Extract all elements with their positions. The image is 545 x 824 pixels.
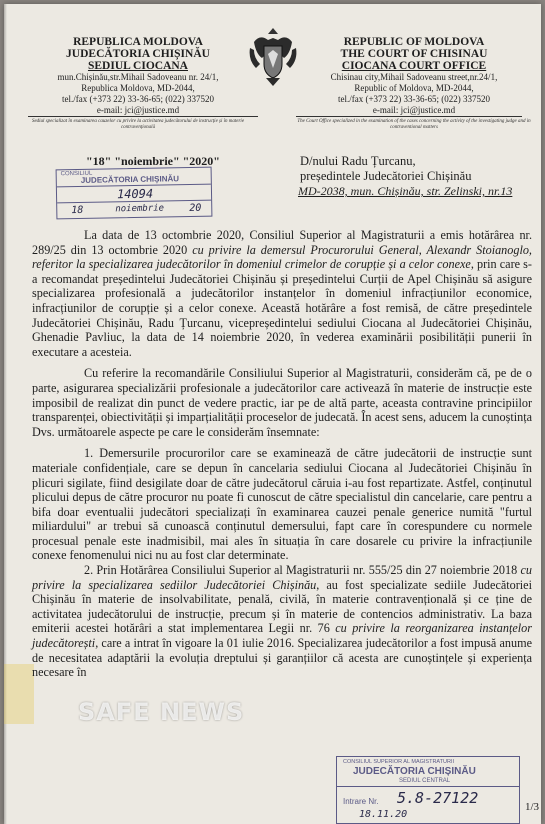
- stamp-year: 20: [189, 202, 202, 215]
- header-left-office: SEDIUL CIOCANA: [87, 60, 188, 72]
- header-right: [296, 36, 532, 131]
- header-left-email: e-mail: jci@justice.md: [96, 105, 180, 115]
- paragraph-2: Cu referire la recomandările Consiliului Superior al Magistraturii, considerăm că, pe de o parte, asigurarea specializării profesionale a judecătorilor care activează în materie de instrucție este imposibil de realizat din punct de vedere practic, iar pe de altă parte, aceasta contravine principiilor transparenței, obiectivității și imparțialității proceselor de judecată. În acest sens, aducem la cunoștința Dvs. următoarele aspecte pe care le considerăm însemnate:: [32, 366, 532, 439]
- header-right-office: CIOCANA COURT OFFICE: [341, 60, 487, 72]
- incoming-stamp-divider: [337, 786, 519, 787]
- addressee-name: D/nului Radu Țurcanu,: [300, 154, 416, 168]
- header-left: [18, 36, 258, 131]
- incoming-stamp-office: SEDIUL CENTRAL: [399, 778, 451, 784]
- header-right-court: THE COURT OF CHISINAU: [340, 48, 488, 60]
- incoming-stamp-label: Intrare Nr.: [343, 797, 379, 806]
- moldova-coat-of-arms-icon: [246, 24, 300, 90]
- stamp-court-name: JUDECĂTORIA CHIȘINĂU: [80, 174, 180, 185]
- header-left-phone: tel./fax (+373 22) 33-36-65; (022) 337520: [61, 94, 215, 104]
- letter-date: "18" "noiembrie" "2020": [86, 154, 220, 168]
- incoming-stamp-number: 5.8-27122: [397, 789, 479, 807]
- paragraph-4: 2. Prin Hotărârea Consiliului Superior al Magistraturii nr. 555/25 din 27 noiembrie 2018 cu privire la specializarea sediilor Judecătoriei Chișinău, au fost specializate sediile Judecătoriei Chișinău în materie de insolvabilitate, penală, civilă, în materie contravențională și ce ține de activitatea judecătorului de instrucție, precum și în materie de contencios administrativ. La baza emiterii acestei hotărâri a stat implementarea Legii nr. 76 cu privire la reorganizarea instanțelor judecătorești, care a intrat în vigoare la 01 iulie 2016. Specializarea judecătorilor a fost impusă anume de necesitatea adaptării la evoluția dreptului și garanțiilor că acesta are cunoștințele și experiența necesare în: [32, 563, 532, 680]
- incoming-stamp-header: CONSILIUL SUPERIOR AL MAGISTRATURII: [343, 759, 455, 765]
- header-right-phone: tel./fax (+373 22) 33-36-65; (022) 337520: [337, 94, 491, 104]
- stamp-header: CONSILIUL: [60, 170, 93, 178]
- header-left-address2: Republica Moldova, MD-2044,: [81, 83, 195, 93]
- header-right-email: e-mail: jci@justice.md: [372, 105, 456, 115]
- letter-body: [32, 228, 532, 680]
- registration-stamp: [56, 167, 213, 220]
- addressee-title: președintele Judecătoriei Chișinău: [300, 169, 472, 183]
- incoming-stamp-court: JUDECĂTORIA CHIȘINĂU: [353, 766, 476, 777]
- header-left-court: JUDECĂTORIA CHIȘINĂU: [66, 48, 210, 60]
- stamp-day: 18: [71, 204, 84, 217]
- header-left-footnote: Sediul specializat în examinarea cauzelor cu privire la activitatea judecătorului de instrucție și în materie contravențională: [31, 119, 245, 130]
- paragraph-3: 1. Demersurile procurorilor care se examinează de către judecătorii de instrucție sunt materiale confidențiale, care se depun în cancelaria sediului Ciocana al Judecătoriei Chișinău în plicuri sigilate, fiind desigilate doar de către judecătorul căruia i-au fost repartizate. Astfel, conținutul plicului depus de către procuror nu poate fi cunoscut de către specialistul din cancelarie, care pentru a bifa doar eventualii judecători specializați în examinarea cauzei penale generice numită "furtul miliardului" ar trebui să cunoască conținutul demersului, fapt care în corespundere cu normele procesual penale este inadmisibil, mai ales în situația în care dosarele cu privire la infracțiunile conexe fenomenului nici nu au fost clar determinate.: [32, 446, 532, 563]
- header-left-country: REPUBLICA MOLDOVA: [73, 36, 203, 48]
- addressee-block: [300, 154, 532, 199]
- header-right-address1: Chisinau city,Mihail Sadoveanu street,nr.24/1,: [330, 72, 498, 82]
- page-number: 1/3: [525, 801, 540, 813]
- safe-news-watermark: SAFE NEWS: [78, 698, 245, 726]
- document-page: [4, 4, 541, 824]
- incoming-stamp-date: 18.11.20: [359, 809, 408, 820]
- stamp-month: noiembrie: [115, 203, 165, 215]
- header-left-rule: [28, 116, 258, 117]
- header-right-rule: [296, 116, 522, 117]
- header-right-country: REPUBLIC OF MOLDOVA: [343, 36, 485, 48]
- header-right-address2: Republic of Moldova, MD-2044,: [354, 83, 474, 93]
- header-left-address1: mun.Chișinău,str.Mihail Sadoveanu nr. 24/1,: [57, 72, 219, 82]
- highlight-mark: [4, 664, 34, 724]
- addressee-address: MD-2038, mun. Chișinău, str. Zelinski, nr.13: [298, 184, 513, 198]
- incoming-stamp: [336, 756, 520, 824]
- header-right-footnote: The Court Office specialized in the examination of the cases concerning the activity of the investigating judge and in contraventional matters: [297, 119, 531, 130]
- paragraph-1: La data de 13 octombrie 2020, Consiliul Superior al Magistraturii a emis hotărârea nr. 289/25 din 13 octombrie 2020 cu privire la demersul Procurorului General, Alexandr Stoianoglo, referitor la specializarea judecătorilor în domeniul crimelor de corupție și a celor conexe, prin care s-a recomandat președintelui Judecătoriei Chișinău și președintelui Curții de Apel Chișinău să asigure specializarea profesională a judecătorilor instanțelor în domeniul infracțiunilor economice, infracțiunilor de corupție și a celor conexe. Această hotărâre a fost remisă, de către președintele Judecătoriei Chișinău, Radu Țurcanu, vicepreședintelui sediului Ciocana al Judecătoriei Chișinău, Ghenadie Pavliuc, la data de 14 noiembrie 2020, în vederea examinării posibilității punerii în executare a acesteia.: [32, 228, 532, 359]
- stamp-number: 14094: [116, 186, 154, 202]
- stamp-divider: [57, 200, 211, 204]
